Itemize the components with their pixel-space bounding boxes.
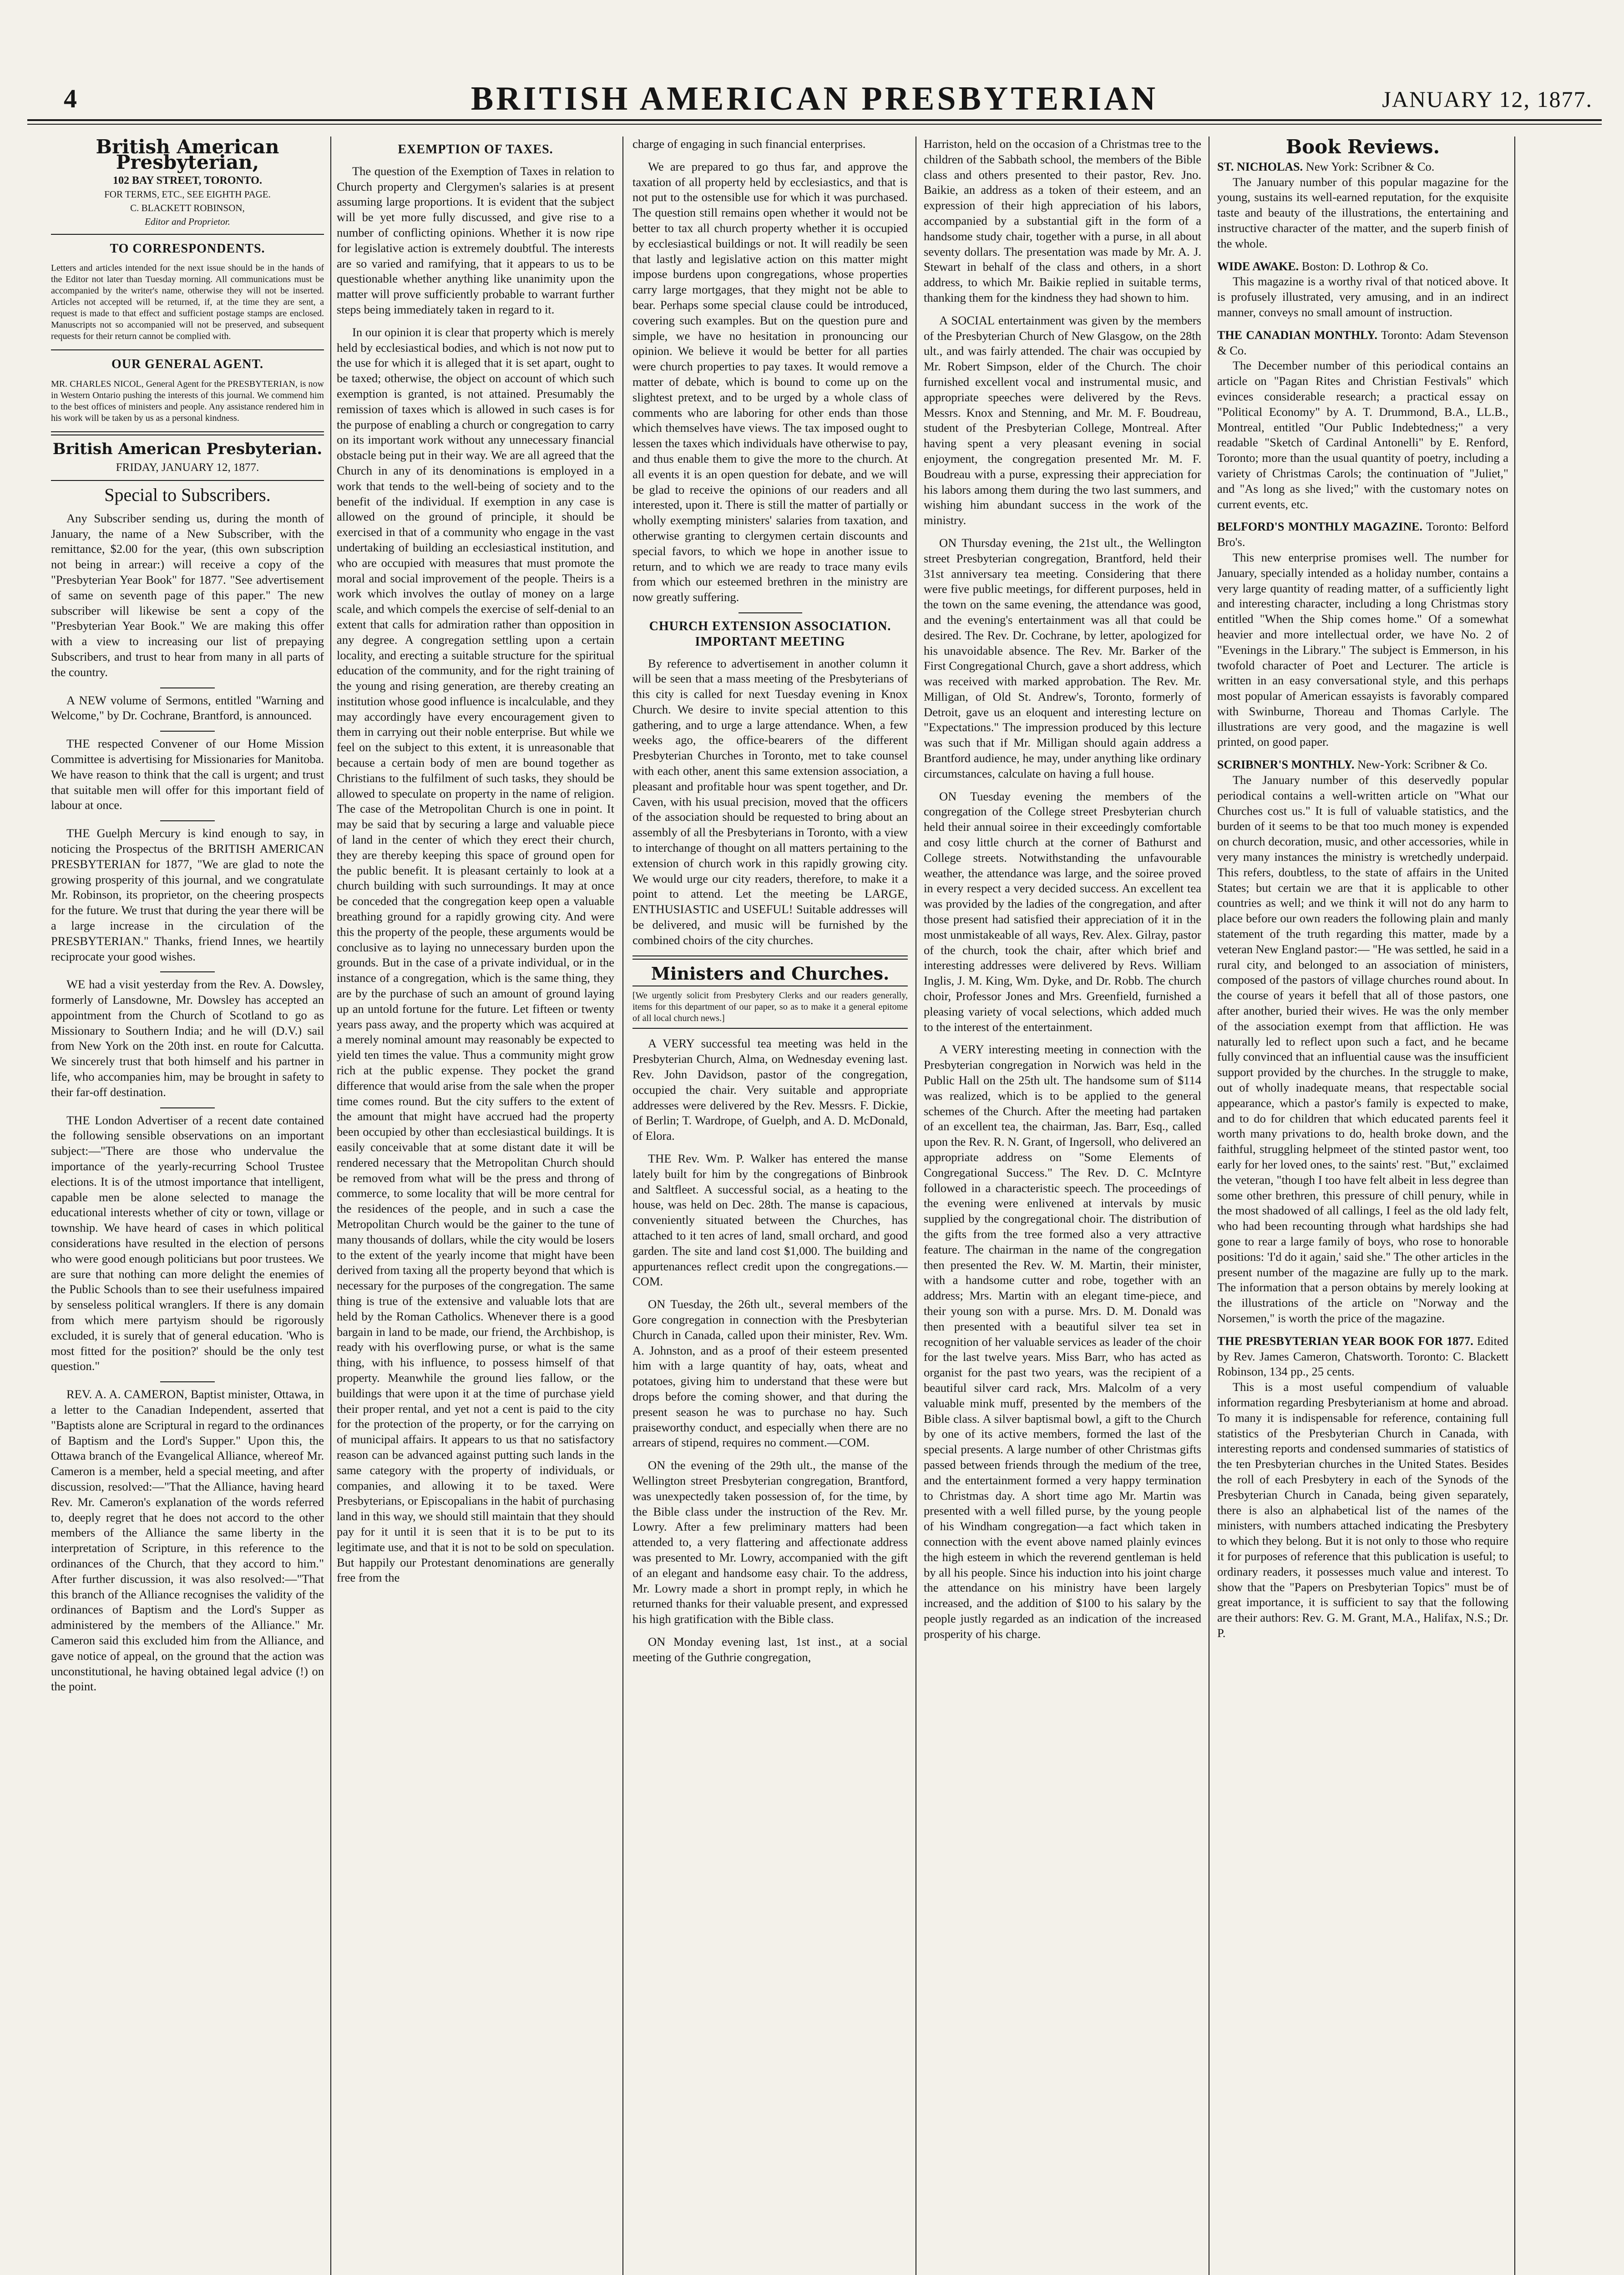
- article-paragraph: ON Thursday evening, the 21st ult., the Wellington street Presbyterian congregation, Brantford, held their 31st anniversary tea meeting. Considering that there were five public meetings, for different purposes, held in the town on the same evening, the attendance was good, and the evening's entertainment was all that could be desired. The Rev. Dr. Cochrane, by letter, apologized for his unavoidable absence. The Rev. Mr. Barker of the First Congregational Church, gave a short address, which was received with marked approbation. The Rev. Mr. Milligan, of Old St. Andrew's, Toronto, formerly of Detroit, gave us an eloquent and interesting lecture on "Expectations." The impression produced by this lecture was such that if Mr. Milligan should again address a Brantford audience, he may, under anything like ordinary circumstances, calculate on having a full house.: [924, 536, 1201, 780]
- article-paragraph: The question of the Exemption of Taxes in relation to Church property and Clergymen's salaries is at present assuming large proportions. It is evident that the subject will be yet more fully discussed, and give rise to a number of conflicting opinions. Whether it is now ripe for legislative action is extremely doubtful. The interests are so varied and ramifying, that it appears to us to be questionable whether anything like unanimity upon the matter will prove sufficiently probable to warrant further steps being immediately taken in regard to it.: [337, 164, 614, 316]
- agent-note: MR. CHARLES NICOL, General Agent for the PRESBYTERIAN, is now in Western Ontario pushing the interests of this journal. We commend him to the best offices of ministers and people. Any assistance rendered him in his work will be taken by us as a personal kindness.: [51, 379, 324, 424]
- masthead: [27, 80, 1602, 116]
- agent-heading: OUR GENERAL AGENT.: [111, 357, 264, 372]
- article-paragraph: WE had a visit yesterday from the Rev. A. Dowsley, formerly of Lansdowne, Mr. Dowsley has accepted an appointment from the Church of Scotland to go as Missionary to Southern India; and he will (D.V.) sail from New York on the 20th inst. en route for Calcutta. We sincerely trust that both himself and his partner in life, who accompanies him, may be brought in safety to their far-off destination.: [51, 977, 324, 1099]
- ministers-heading: Ministers and Churches.: [651, 963, 890, 984]
- article-paragraph: A VERY interesting meeting in connection with the Presbyterian congregation in Norwich was held in the Public Hall on the 25th ult. The handsome sum of $114 was realized, which is to be applied to the general schemes of the Church. After the meeting had partaken of an excellent tea, the chairman, Jas. Barr, Esq., called upon the Rev. R. N. Grant, of Ingersoll, who delivered an appropriate address on "Some Elements of Congregational Success." The Rev. D. C. McIntyre followed in a characteristic speech. The proceedings of the evening were enlivened at intervals by music supplied by the congregational choir. The distribution of the gifts from the tree formed also a very attractive feature. The chairman in the name of the congregation then presented the Rev. W. M. Martin, their minister, with a handsome cutter and robe, together with an address; Mrs. Martin with an elegant time-piece, and their young son with a purse. Mrs. D. M. Donald was then presented with a beautiful silver tea set in recognition of her valuable services as leader of the choir for the last twelve years. Miss Barr, who has acted as organist for the past two years, was the recipient of a beautiful silver card rack, Mrs. Malcolm of a very valuable mink muff, presented by the members of the Bible class. A silver baptismal bowl, a gift to the Church by one of its active members, formed the last of the special presents. A large number of other Christmas gifts passed between friends through the medium of the tree, and the entertainment formed a very happy termination to Christmas day. A short time ago Mr. Martin was presented with a well filled purse, by the young people of his Windham congregation—a fact which taken in connection with the event above named plainly evinces the high esteem in which the reverend gentleman is held by all his people. Since his induction into his joint charge the attendance on his ministry have been largely increased, and the addition of $100 to his salary by the people justly regarded as an indication of the increased prosperity of his charge.: [924, 1042, 1201, 1641]
- divider: [51, 480, 324, 481]
- correspondents-heading: TO CORRESPONDENTS.: [110, 241, 265, 256]
- article-paragraph: ON the evening of the 29th ult., the manse of the Wellington street Presbyterian congregation, Brantford, was unexpectedly taken possession of, for the time, by the Bible class under the instruction of the Rev. Mr. Lowry. After a few preliminary matters had been attended to, a very flattering and affectionate address was presented to Mr. Lowry, accompanied with the gift of an elegant and handsome easy chair. To the address, Mr. Lowry made a short in prompt reply, in which he returned thanks for their valuable present, and expressed his high gratification with the Bible class.: [632, 1458, 908, 1626]
- short-rule: [160, 731, 215, 732]
- book-title: ST. NICHOLAS.: [1217, 160, 1303, 173]
- paper-name: British American Presbyterian,: [96, 136, 279, 173]
- publisher-name: C. BLACKETT ROBINSON,: [130, 202, 245, 213]
- dateline: FRIDAY, JANUARY 12, 1877.: [116, 461, 259, 474]
- article-paragraph: A NEW volume of Sermons, entitled "Warning and Welcome," by Dr. Cochrane, Brantford, is announced.: [51, 693, 324, 723]
- book-review-body: The December number of this periodical contains an article on "Pagan Rites and Christian Festivals" which evinces considerable research; a practical essay on "Political Economy" by A. T. Drummond, B.A., LL.B., Montreal, entitled "Our Public Indebtedness;" a very readable "Sketch of Cardinal Antonelli" by E. Renford, Toronto; more than the usual quantity of poetry, including a variety of Christmas Carols; the continuation of "Juliet," and "As long as she lived;" with the customary notes on current events, etc.: [1217, 359, 1508, 511]
- book-review: [1217, 757, 1508, 1326]
- book-review: [1217, 259, 1508, 320]
- article-paragraph: THE Guelph Mercury is kind enough to say, in noticing the Prospectus of the BRITISH AMERICAN PRESBYTERIAN for 1877, "We are glad to note the growing prosperity of this journal, and we congratulate Mr. Robinson, its proprietor, on the cheering prospects for the future. We trust that during the year there will be a large increase in the circulation of the PRESBYTERIAN." Thanks, friend Innes, we heartily reciprocate your good wishes.: [51, 826, 324, 963]
- short-rule: [160, 820, 215, 821]
- article-paragraph: Harriston, held on the occasion of a Christmas tree to the children of the Sabbath school, the members of the Bible class and others presented to their pastor, Rev. Jno. Baikie, an address as a token of their esteem, and an expression of their high appreciation of his labors, accompanied by a substantial gift in the form of a handsome study chair, together with a purse, in all about seventy dollars. The presentation was made by Mr. A. J. Stewart in behalf of the class and others, in a short address, to which Mr. Baikie replied in suitable terms, thanking them for the kindness they had shown to him.: [924, 137, 1201, 304]
- book-title: THE PRESBYTERIAN YEAR BOOK FOR 1877.: [1217, 1334, 1473, 1348]
- book-title: WIDE AWAKE.: [1217, 259, 1299, 273]
- exemption-heading: EXEMPTION OF TAXES.: [398, 142, 553, 157]
- book-publisher: New York: Scribner & Co.: [1305, 159, 1435, 173]
- publisher-role: Editor and Proprietor.: [145, 216, 230, 227]
- article-paragraph: ON Tuesday, the 26th ult., several members of the Gore congregation in connection with the Presbyterian Church in Canada, called upon their minister, Rev. Wm. A. Johnston, and as a proof of their esteem presented him with a large quantity of hay, oats, wheat and potatoes, giving him to understand that these were but drops before the coming shower, and that during the present season he was to purchase no hay. Such praiseworthy conduct, and especially when there are no arrears of stipend, requires no comment.—COM.: [632, 1297, 908, 1450]
- dateline-title: British American Presbyterian.: [52, 440, 323, 459]
- book-review-body: The January number of this popular magazine for the young, sustains its well-earned reputation, for the exquisite taste and beauty of the illustrations, the entertaining and instructive character of the matter, and the superb finish of the whole.: [1217, 175, 1508, 250]
- special-heading: Special to Subscribers.: [104, 484, 271, 505]
- column-1: [51, 136, 324, 2275]
- article-paragraph: charge of engaging in such financial enterprises.: [632, 137, 866, 151]
- short-rule: [160, 1381, 215, 1382]
- masthead-rule: [27, 119, 1602, 121]
- article-paragraph: THE London Advertiser of a recent date contained the following sensible observations on an important subject:—"There are those who undervalue the importance of the yearly-recurring School Trustee elections. It is of the utmost importance that intelligent, capable men be alone selected to manage the educational interests whether of city or town, village or township. We have heard of cases in which political considerations have resulted in the election of persons who were good enough politicians but poor trustees. We are sure that nothing can more delight the enemies of the Public Schools than to see their usefulness impaired by senseless political wranglers. If there is any domain from which mere partyism should be rigorously excluded, it is surely that of general education. 'Who is most fitted for the position?' should be the only test question.": [51, 1113, 324, 1373]
- book-reviews-heading: Book Reviews.: [1285, 136, 1440, 158]
- book-publisher: Toronto: Belford Bro's.: [1217, 520, 1508, 549]
- church-extension-heading: CHURCH EXTENSION ASSOCIATION. IMPORTANT MEETING: [649, 619, 891, 649]
- masthead-rule-thin: [27, 124, 1602, 125]
- short-rule: [739, 612, 802, 613]
- book-review: [1217, 159, 1508, 252]
- book-title: SCRIBNER'S MONTHLY.: [1217, 758, 1355, 772]
- article-paragraph: ON Monday evening last, 1st inst., at a social meeting of the Guthrie congregation,: [632, 1634, 908, 1664]
- book-review-body: This new enterprise promises well. The number for January, specially intended as a holiday number, contains a very large quantity of reading matter, of a sufficiently light and interesting character, including a long Christmas story entitled "When the Ship comes home." Of a somewhat heavier and more intellectual order, we have No. 2 of "Evenings in the Library." The subject is Emmerson, in his twofold character of Poet and Lecturer. The article is written in an easy conversational style, and this perhaps most popular of American essayists is favorably compared with Swinburne, Thoreau and Thomas Carlyle. The illustrations are very good, and the magazine is well printed, on good paper.: [1217, 550, 1508, 749]
- book-publisher: Toronto: Adam Stevenson & Co.: [1217, 328, 1508, 357]
- book-publisher: Edited by Rev. James Cameron, Chatsworth. Toronto: C. Blackett Robinson, 134 pp., 25 cents.: [1217, 1334, 1508, 1379]
- column-5: [1217, 136, 1508, 2275]
- book-review: [1217, 328, 1508, 512]
- column-4: [924, 136, 1201, 2275]
- book-review: [1217, 1334, 1508, 1641]
- article-paragraph: A VERY successful tea meeting was held in the Presbyterian Church, Alma, on Wednesday evening last. Rev. John Davidson, pastor of the congregation, occupied the chair. Very suitable and appropriate addresses were delivered by the Rev. Messrs. F. Dickie, of Berlin; T. Wardrope, of Guelph, and A. D. McDonald, of Elora.: [632, 1036, 908, 1143]
- newspaper-title: BRITISH AMERICAN PRESBYTERIAN: [471, 80, 1159, 117]
- paper-address: 102 BAY STREET, TORONTO.: [113, 174, 262, 187]
- article-paragraph: Any Subscriber sending us, during the month of January, the name of a New Subscriber, with the remittance, $2.00 for the year, (this own subscription not being in arrear:) will receive a copy of the "Presbyterian Year Book" for 1877. "See advertisement of same on seventh page of this paper." The new subscriber will likewise be sent a copy of the "Presbyterian Year Book." We are making this offer with a view to increasing our list of prepaying Subscribers, and trust to hear from many in all parts of the country.: [51, 511, 324, 679]
- short-rule: [160, 971, 215, 972]
- divider: [51, 349, 324, 350]
- correspondents-note: Letters and articles intended for the next issue should be in the hands of the Editor not later than Tuesday morning. All communications must be accompanied by the writer's name, otherwise they will not be inserted. Articles not accepted will be returned, if, at the time they are sent, a request is made to that effect and sufficient postage stamps are enclosed. Manuscripts not so accompanied will not be preserved, and subsequent requests for their return cannot be complied with.: [51, 263, 324, 342]
- book-review: [1217, 519, 1508, 750]
- book-title: BELFORD'S MONTHLY MAGAZINE.: [1217, 520, 1423, 534]
- column-6-edge: [1521, 136, 1602, 2275]
- double-rule: [51, 431, 324, 435]
- book-review-body: This magazine is a worthy rival of that noticed above. It is profusely illustrated, very amusing, and in an indirect manner, conveys no small amount of instruction.: [1217, 274, 1508, 319]
- short-rule: [160, 1107, 215, 1108]
- column-2: [337, 136, 614, 2275]
- article-paragraph: We are prepared to go thus far, and approve the taxation of all property held by ecclesiastics, and that is not put to the ostensible use for which it was purchased. The question still remains open whether it would not be better to tax all church property whether it is occupied by ecclesiastical buildings or not. It will readily be seen that lastly and legislative action on this matter might impose burdens upon congregations, whose properties carry large mortgages, that they might not be able to bear. Perhaps some special clause could be introduced, covering such examples. But on the question pure and simple, we have no hesitation in pronouncing our opinion. We believe it would be better for all parties were church properties to pay taxes. It would remove a matter of debate, which is bound to come up on the slightest pretext, and to be urged by a whole class of comments who are laboring for other ends than those which themselves have views. The tax imposed ought to lessen the taxes which individuals have otherwise to pay, and thus enable them to give the more to the church. At all events it is an open question for debate, and we will be glad to receive the opinions of our readers and all interested, upon it. There is still the matter of partially or wholly exempting ministers' salaries from taxation, and otherwise granting to clergymen certain discounts and special favors, to which we hope in another issue to return, and to which we are ready to trace many evils from which our esteemed brethren in the ministry are now greatly suffering.: [632, 159, 908, 604]
- article-paragraph: In our opinion it is clear that property which is merely held by ecclesiastical bodies, and which is not now put to the use for which it is alleged that it is set apart, ought to be taxed; otherwise, the object on account of which such exemption is granted, is not attained. Presumably the remission of taxes which is allowed in such cases is for the purpose of enabling a church or congregation to carry on its important work without any unnecessary financial obstacle being put in their way. We are all agreed that the Church in any of its denominations is employed in a work that tends to the well-being of society and to the benefit of the individual. If exemption in any case is allowed on the ground of principle, it should be exercised in that of a community who engage in the vast undertaking of building an ecclesiastical institution, and who are occupied with measures that must promote the moral and social improvement of the people. Theirs is a work which involves the outlay of money on a large scale, and which compels the exercise of self-denial to an extent that calls for admiration rather than opposition in any degree. A congregation settling upon a certain locality, and erecting a suitable structure for the spiritual education of the community, and for the right training of the young and rising generation, are thereby creating an institution whose good influence is incalculable, and they may accordingly have every encouragement given to them in carrying out their noble enterprise. But while we feel on the subject to this extent, it is unreasonable that because a certain body of men are bound together as Christians to the fulfilment of such tasks, they should be allowed to speculate on property in the name of religion. The case of the Metropolitan Church is one in point. It may be said that by securing a large and valuable piece of land in the center of which they erect their church, they are thereby keeping this space of ground open for the public benefit. It is pleasant certainly to look at a church building with such surroundings. It may at once be conceded that the congregation keep open a valuable breathing ground for a rapidly growing city. And were this the property of the people, these arguments would be conclusive as to laying no unnecessary burden upon the grounds. But in the case of a private individual, or in the instance of a congregation, which is the same thing, they are by the purchase of such an amount of ground laying up an untold fortune for the future. Let fifteen or twenty years pass away, and the property which was acquired at a merely nominal amount may reasonably be expected to yield ten times the value. Thus a community might grow rich at the public expense. They pocket the grand difference that would arise from the sale when the proper time comes round. But the city suffers to the extent of the amount that might have accrued had the property been occupied by other than ecclesiastical buildings. It is easily conceivable that at some distant date it will be rendered necessary that the Metropolitan Church should be removed from what will be the press and throng of commerce, to some locality that will be more central for the residences of the people, and in such a case the Metropolitan Church would be the gainer to the tune of many thousands of dollars, while the city would be losers to the extent of the yearly income that might have been derived from taxing all the property beyond that which is necessary for the purposes of the congregation. The same thing is true of the extensive and valuable lots that are held by the Roman Catholics. Whenever there is a good bargain in land to be made, our friend, the Archbishop, is ready with his overflowing purse, or what is the same thing, with his influence, to possess himself of that property. Meanwhile the ground lies fallow, or the buildings that were upon it at the time of purchase yield their proper rental, and yet not a cent is paid to the city for the protection of the property, or for the carrying on of municipal affairs. It appears to us that no satisfactory reason can be advanced against putting such lands in the same category with the property of individuals, or companies, and allowing it to be taxed. Were Presbyterians, or Episcopalians in the habit of purchasing land in this way, we should still maintain that they should pay for it until it is seen that it is to be put to its legitimate use, and that it is not to be sold on speculation. But happily our Protestant denominations are generally free from the: [337, 325, 614, 1585]
- page-number: 4: [64, 84, 77, 113]
- column-divider: [622, 136, 623, 2275]
- book-review-body: The January number of this deservedly popular periodical contains a well-written article on "What our Churches cost us." It is full of valuable statistics, and the burden of it seems to be that too much money is expended on church decoration, music, and other accessories, while in very many instances the ministry is wretchedly underpaid. This refers, doubtless, to the state of affairs in the United States; but certain we are that it is applicable to other countries as well; and we think it will not do any harm to place before our own readers the following plain and manly statement of the truth regarding this matter, made by a veteran New England pastor:— "He was settled, he said in a rural city, and belonged to an association of ministers, composed of the pastors of village churches round about. In the course of years it befell that all of those pastors, one after another, buried their wives. He was the only member of the association exempt from that affliction. He was naturally led to reflect upon such a fact, and he became fully convinced that an influential cause was the insufficient support provided by the churches. In the struggle to make, out of wholly inadequate means, that respectable social appearance, which a pastor's family is expected to make, and to do for children that which educated parents feel it worth many privations to do, health broke down, and the faithful, struggling helpmeet of the stinted pastor went, too early for her loved ones, to the saints' rest. "But," exclaimed the veteran, "though I too have felt albeit in less degree than some other brethren, this pressure of chill penury, while in the most shadowed of all callings, I feel as the old lady felt, who had been recounting through what hardships she had gone to rear a large family of boys, who rose to honorable positions: 'I'd do it again,' said she." The other articles in the present number of the magazine are fully up to the mark. The information that a person obtains by merely looking at the illustrations of the article on "Norway and the Norsemen," is worth the price of the magazine.: [1217, 773, 1508, 1325]
- article-paragraph: A SOCIAL entertainment was given by the members of the Presbyterian Church of New Glasgow, on the 28th ult., and was fairly attended. The chair was occupied by Mr. Robert Simpson, elder of the Church. The choir furnished excellent vocal and instrumental music, and appropriate speeches were delivered by the Revs. Messrs. Knox and Stenning, and Mr. M. F. Boudreau, student of the Presbyterian College, Montreal. After having spent a very pleasant evening in social enjoyment, the congregation presented Mr. M. F. Boudreau with a purse, expressing their appreciation for his labors among them during the two last summers, and wishing him abundant success in the work of the ministry.: [924, 313, 1201, 527]
- column-divider: [1514, 136, 1515, 2275]
- book-review-body: This is a most useful compendium of valuable information regarding Presbyterianism at home and abroad. To many it is indispensable for reference, containing full statistics of the Presbyterian Church in Canada, with interesting reports and condensed summaries of statistics of the ten Presbyterian churches in the United States. Besides the roll of each Presbytery in each of the Synods of the Presbyterian Church in Canada, being given separately, there is also an alphabetical list of the names of the ministers, with numbers attached indicating the Presbytery to which they belong. But it is not only to those who require it for purposes of reference that this publication is useful; to ordinary readers, it possesses much value and interest. To show that the "Papers on Presbyterian Topics" must be of great importance, it is sufficient to say that the following are their authors: Rev. G. M. Grant, M.A., Halifax, N.S.; Dr. P.: [1217, 1380, 1508, 1640]
- book-publisher: New-York: Scribner & Co.: [1357, 758, 1487, 772]
- ministers-note: [We urgently solicit from Presbytery Clerks and our readers generally, items for this department of our paper, so as to make it a general epitome of all local church news.]: [632, 986, 908, 1029]
- article-paragraph: THE respected Convener of our Home Mission Committee is advertising for Missionaries for Manitoba. We have reason to think that the call is urgent; and trust that suitable men will offer for this important field of labour at once.: [51, 737, 324, 812]
- column-3: [632, 136, 908, 2275]
- article-paragraph: REV. A. A. CAMERON, Baptist minister, Ottawa, in a letter to the Canadian Independent, asserted that "Baptists alone are Scriptural in regard to the ordinances of Baptism and the Lord's Supper." Upon this, the Ottawa branch of the Evangelical Alliance, whereof Mr. Cameron is a member, held a special meeting, and after discussion, resolved:—"That the Alliance, having heard Rev. Mr. Cameron's explanation of the words referred to, deeply regret that he does not accord to the other members of the Alliance the same liberty in the interpretation of Scripture, in this reference to the ordinances of the Church, that they accord to him." After further discussion, it was also resolved:—"That this branch of the Alliance recognises the validity of the ordinances of Baptism and the Lord's Supper as administered by the members of the Alliance." Mr. Cameron said this excluded him from the Alliance, and gave notice of appeal, on the ground that the action was unconstitutional, he having obtained legal advice (!) on the point.: [51, 1387, 324, 1694]
- double-rule: [632, 956, 908, 960]
- article-paragraph: ON Tuesday evening the members of the congregation of the College street Presbyterian church held their annual soiree in their exceedingly comfortable and cosy little church at the corner of Bathurst and College streets. Notwithstanding the unfavourable weather, the attendance was large, and the soiree proved in every respect a very decided success. An excellent tea was provided by the ladies of the congregation, and after those present had satisfied their appreciation of it in the most unmistakeable of all ways, Rev. Alex. Gilray, pastor of the church, took the chair, after which brief and interesting addresses were delivered by Revs. William Inglis, J. M. King, Wm. Dyke, and Dr. Robb. The church choir, Professor Jones and Mrs. Greenfield, furnished a pleasing variety of vocal selections, which added much to the interest of the entertainment.: [924, 789, 1201, 1034]
- article-paragraph: THE Rev. Wm. P. Walker has entered the manse lately built for him by the congregations of Binbrook and Saltfleet. A successful social, as a heating to the house, was held on Dec. 28th. The manse is capacious, conveniently situated between the Churches, has attached to it ten acres of land, small orchard, and good garden. The site and land cost $1,000. The building and appurtenances reflect credit upon the congregations.—COM.: [632, 1152, 908, 1289]
- book-title: THE CANADIAN MONTHLY.: [1217, 328, 1378, 342]
- book-publisher: Boston: D. Lothrop & Co.: [1301, 259, 1429, 273]
- column-divider: [330, 136, 331, 2275]
- article-paragraph: By reference to advertisement in another column it will be seen that a mass meeting of the Presbyterians of this city is called for next Tuesday evening in Knox Church. We desire to invite special attention to this gathering, and to urge a large attendance. When, a few weeks ago, the office-bearers of the different Presbyterian Churches in Toronto, met to take counsel with each other, anent this same extension association, a pleasant and profitable hour was spent together, and Dr. Caven, with his usual precision, moved that the officers of the association should be requested to bring about an assembly of all the Presbyterians in Toronto, with a view to interchange of thought on all matters pertaining to the extension of church work in this rapidly growing city. We would urge our city readers, therefore, to make it a point to attend. Let the meeting be LARGE, ENTHUSIASTIC and USEFUL! Suitable addresses will be delivered, and music will be furnished by the combined choirs of the city churches.: [632, 656, 908, 947]
- issue-date: JANUARY 12, 1877.: [1382, 86, 1593, 112]
- terms-line: FOR TERMS, ETC., SEE EIGHTH PAGE.: [104, 188, 271, 200]
- divider: [51, 234, 324, 235]
